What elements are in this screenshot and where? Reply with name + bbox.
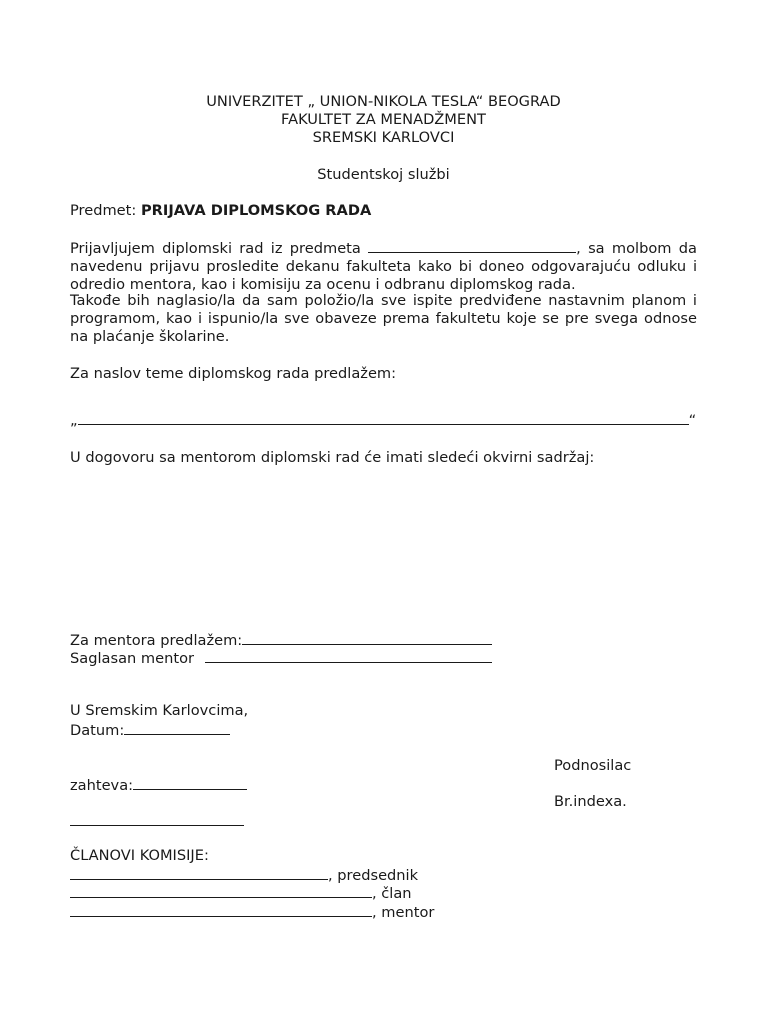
mentor-signature-blank[interactable]	[205, 648, 492, 663]
commission-mentor-blank[interactable]	[70, 902, 372, 917]
applicant-label-part2: zahteva:	[70, 777, 134, 794]
quote-open: „	[70, 412, 78, 429]
mentor-agree-label: Saglasan mentor	[70, 650, 194, 667]
paragraph-application-start: Prijavljujem diplomski rad iz predmeta	[70, 240, 361, 257]
paragraph-application	[70, 238, 697, 294]
subject-line	[70, 202, 371, 220]
mentor-proposal-blank[interactable]	[242, 630, 492, 645]
university-name: UNIVERZITET „ UNION-NIKOLA TESLA“ BEOGRAD	[206, 93, 561, 110]
commission-heading: ČLANOVI KOMISIJE:	[70, 847, 209, 864]
commission-member-row	[70, 865, 418, 885]
commission-member-row	[70, 883, 412, 903]
city-name: SREMSKI KARLOVCI	[312, 129, 455, 146]
place: U Sremskim Karlovcima,	[70, 702, 249, 719]
date-line	[70, 720, 230, 740]
mentor-proposal-label: Za mentora predlažem:	[70, 632, 243, 649]
applicant-line	[70, 775, 247, 795]
mentor-proposal-line	[70, 630, 492, 650]
commission-member-blank[interactable]	[70, 883, 372, 898]
index-label: Br.indexa.	[554, 793, 627, 810]
date-blank[interactable]	[124, 720, 230, 735]
index-line	[70, 811, 244, 831]
recipient: Studentskoj službi	[317, 166, 450, 183]
commission-member-row	[70, 902, 434, 922]
subject-course-blank[interactable]	[368, 238, 576, 253]
thesis-title-blank[interactable]	[78, 410, 689, 425]
mentor-agree-line	[70, 648, 492, 668]
paragraph-declaration: Takođe bih naglasio/la da sam položio/la sve ispite predviđene nastavnim planom i programom, kao i ispunio/la sve obaveze prema fakultetu koje se pre svega odnose na plaćanje školarine.	[70, 292, 697, 345]
commission-role: , mentor	[372, 904, 435, 921]
index-blank[interactable]	[70, 811, 244, 826]
applicant-signature-blank[interactable]	[133, 775, 247, 790]
content-prompt: U dogovoru sa mentorom diplomski rad će imati sledeći okvirni sadržaj:	[70, 449, 595, 466]
subject-label: Predmet:	[70, 202, 137, 219]
subject-value: PRIJAVA DIPLOMSKOG RADA	[140, 202, 372, 219]
commission-role: , član	[372, 885, 412, 902]
paragraph-application-end: , sa molbom da navedenu prijavu prosledite dekanu fakulteta kako bi doneo odgovarajuću odluku i odredio mentora, kao i komisiju za ocenu i odbranu diplomskog rada.	[70, 240, 697, 293]
faculty-name: FAKULTET ZA MENADŽMENT	[281, 111, 486, 128]
date-label: Datum:	[70, 722, 125, 739]
quote-close: “	[688, 412, 697, 429]
title-prompt: Za naslov teme diplomskog rada predlažem:	[70, 365, 397, 382]
commission-president-blank[interactable]	[70, 865, 328, 880]
applicant-label-part1: Podnosilac	[554, 757, 632, 774]
commission-role: , predsednik	[328, 867, 419, 884]
thesis-title-line	[70, 410, 696, 430]
